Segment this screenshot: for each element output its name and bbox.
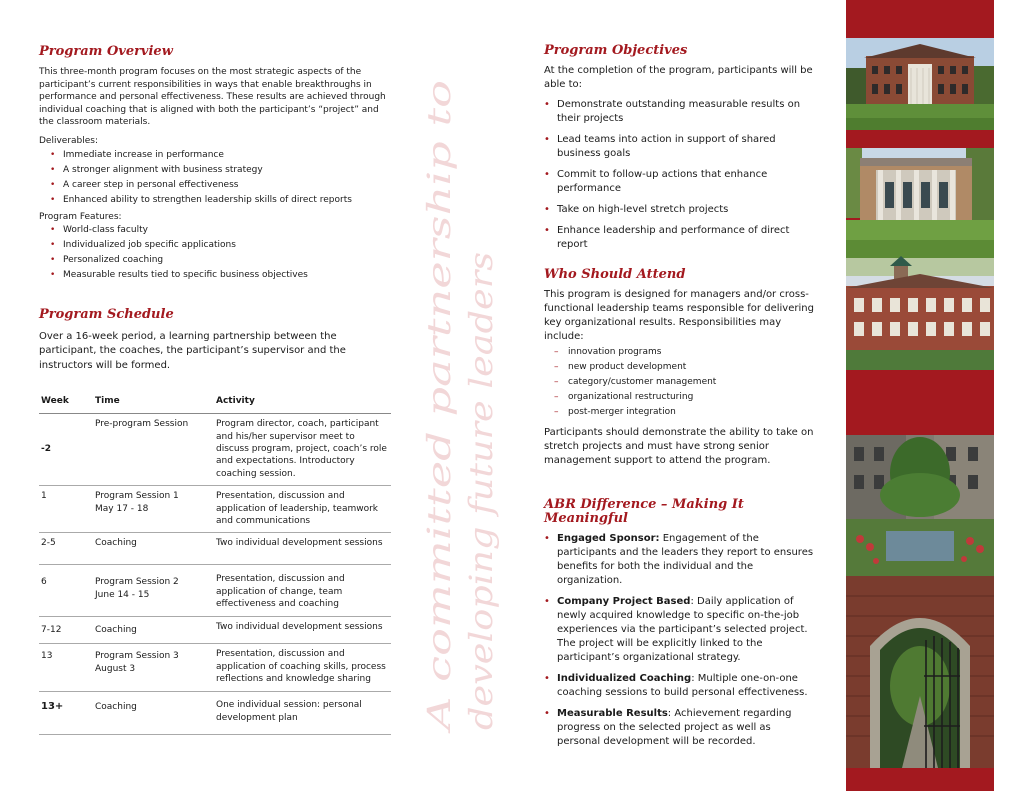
activity-header: Activity <box>214 391 391 414</box>
watermark-svg <box>418 80 500 730</box>
table-row <box>39 692 391 735</box>
program-objectives-heading: Program Objectives <box>544 43 688 58</box>
week-cell: 1 <box>39 486 93 533</box>
program-schedule-body: Over a 16-week period, a learning partnership between the participant, the coaches, the participant’s supervisor and the instructors will be formed. <box>39 331 346 371</box>
week-cell: -2 <box>39 414 93 486</box>
session-name: Program Session 3 <box>95 651 179 662</box>
courtyard-garden-photo <box>846 435 994 576</box>
watermark-tagline <box>418 80 500 730</box>
week-header: Week <box>39 391 93 414</box>
time-cell: Pre-program Session <box>93 414 214 486</box>
left-column <box>39 44 391 735</box>
list-item: • Demonstrate outstanding measurable results on their projects <box>544 98 816 126</box>
term-text: : Multiple one-on-one coaching sessions to build personal effectiveness. <box>557 673 808 698</box>
table-row <box>39 486 391 533</box>
list-item: • Measurable results tied to specific business objectives <box>50 268 391 283</box>
term-label: Individualized Coaching <box>557 673 692 684</box>
red-brick-hall-photo <box>846 258 994 370</box>
list-item: • Enhanced ability to strengthen leadership skills of direct reports <box>50 193 391 208</box>
table-row <box>39 414 391 486</box>
abr-difference-heading: ABR Difference – Making It Meaningful <box>544 497 744 526</box>
list-item: – category/customer management <box>554 375 816 390</box>
objectives-intro: At the completion of the program, participants will be able to: <box>544 65 813 90</box>
who-should-attend-heading: Who Should Attend <box>544 267 686 282</box>
activity-cell: One individual session: personal development plan <box>214 692 391 735</box>
watermark-line-2: developing future leaders <box>462 312 500 730</box>
list-item: • World-class faculty <box>50 223 391 238</box>
list-item: – post-merger integration <box>554 405 816 420</box>
features-list <box>39 223 391 283</box>
watermark-line-1: A committed partnership to <box>420 280 458 730</box>
deliverables-list <box>39 148 391 208</box>
features-label: Program Features: <box>39 211 122 222</box>
photo-strip <box>846 0 994 791</box>
time-cell <box>93 644 214 692</box>
time-header: Time <box>93 391 214 414</box>
list-item: • Personalized coaching <box>50 253 391 268</box>
time-cell: Coaching <box>93 533 214 565</box>
time-cell <box>93 486 214 533</box>
week-cell: 6 <box>39 565 93 617</box>
time-cell: Coaching <box>93 617 214 644</box>
activity-cell: Presentation, discussion and application of coaching skills, process reflections and knowledge sharing <box>214 644 391 692</box>
term-text: Engagement of the participants and the leaders they report to ensures benefits for both the individual and the organization. <box>557 533 814 586</box>
activity-cell: Two individual development sessions <box>214 617 391 644</box>
term-text: : Achievement regarding progress on the selected project as well as personal development will be recorded. <box>557 708 792 747</box>
list-item: • Individualized job specific applications <box>50 238 391 253</box>
activity-cell: Program director, coach, participant and his/her supervisor meet to discuss program, project, coach’s role and expectations. Introductory coaching session. <box>214 414 391 486</box>
deliverables-label: Deliverables: <box>39 135 99 146</box>
responsibilities-list <box>544 345 816 420</box>
list-item <box>544 595 816 665</box>
term-label: Company Project Based <box>557 596 691 607</box>
term-text: : Daily application of newly acquired knowledge to specific on-the-job experiences via the participant’s selected project. The project will be explicitly linked to the participant’s organizational strategy. <box>557 596 808 663</box>
list-item <box>544 532 816 588</box>
session-name: Program Session 2 <box>95 577 179 588</box>
session-date: August 3 <box>95 663 136 674</box>
list-item: • Immediate increase in performance <box>50 148 391 163</box>
list-item: • Take on high-level stretch projects <box>544 203 816 217</box>
difference-list <box>544 532 816 749</box>
attend-body: This program is designed for managers and/or cross-functional leadership teams responsible for delivering key organizational results. Responsibilities may include: <box>544 289 814 342</box>
list-item: – innovation programs <box>554 345 816 360</box>
list-item: • A stronger alignment with business strategy <box>50 163 391 178</box>
iron-gate-archway-photo <box>846 576 994 768</box>
session-date: May 17 - 18 <box>95 503 149 514</box>
session-date: June 14 - 15 <box>95 589 150 600</box>
program-overview-heading: Program Overview <box>39 44 173 59</box>
list-item <box>544 672 816 700</box>
activity-cell: Two individual development sessions <box>214 533 391 565</box>
table-row <box>39 644 391 692</box>
week-cell: 13+ <box>39 692 93 735</box>
attend-closing: Participants should demonstrate the ability to take on stretch projects and must have strong senior management support to attend the program. <box>544 427 814 466</box>
list-item: • Lead teams into action in support of shared business goals <box>544 133 816 161</box>
activity-cell: Presentation, discussion and application of change, team effectiveness and coaching <box>214 565 391 617</box>
table-row <box>39 533 391 565</box>
table-row <box>39 565 391 617</box>
activity-cell: Presentation, discussion and application of leadership, teamwork and communications <box>214 486 391 533</box>
objectives-list <box>544 98 816 252</box>
list-item: – new product development <box>554 360 816 375</box>
week-cell: 2-5 <box>39 533 93 565</box>
term-label: Measurable Results <box>557 708 668 719</box>
list-item: • A career step in personal effectiveness <box>50 178 391 193</box>
list-item: • Commit to follow-up actions that enhance performance <box>544 168 816 196</box>
session-name: Program Session 1 <box>95 491 179 502</box>
time-cell <box>93 565 214 617</box>
program-schedule-heading: Program Schedule <box>39 307 174 323</box>
list-item: • Enhance leadership and performance of direct report <box>544 224 816 252</box>
time-cell: Coaching <box>93 692 214 735</box>
table-header-row <box>39 391 391 414</box>
right-column <box>544 44 816 756</box>
week-cell: 13 <box>39 644 93 692</box>
list-item: – organizational restructuring <box>554 390 816 405</box>
week-cell: 7-12 <box>39 617 93 644</box>
list-item <box>544 707 816 749</box>
term-label: Engaged Sponsor: <box>557 533 660 544</box>
schedule-table <box>39 391 391 736</box>
columned-pavilion-photo <box>846 148 994 258</box>
program-overview-body: This three-month program focuses on the most strategic aspects of the participant’s current responsibilities in ways that enable breakthroughs in performance and personal effectiveness. These results are achieved through individual coaching that is aligned with both the participant’s “project” and the classroom materials. <box>39 67 386 128</box>
table-row <box>39 617 391 644</box>
brick-mansion-photo <box>846 38 994 130</box>
